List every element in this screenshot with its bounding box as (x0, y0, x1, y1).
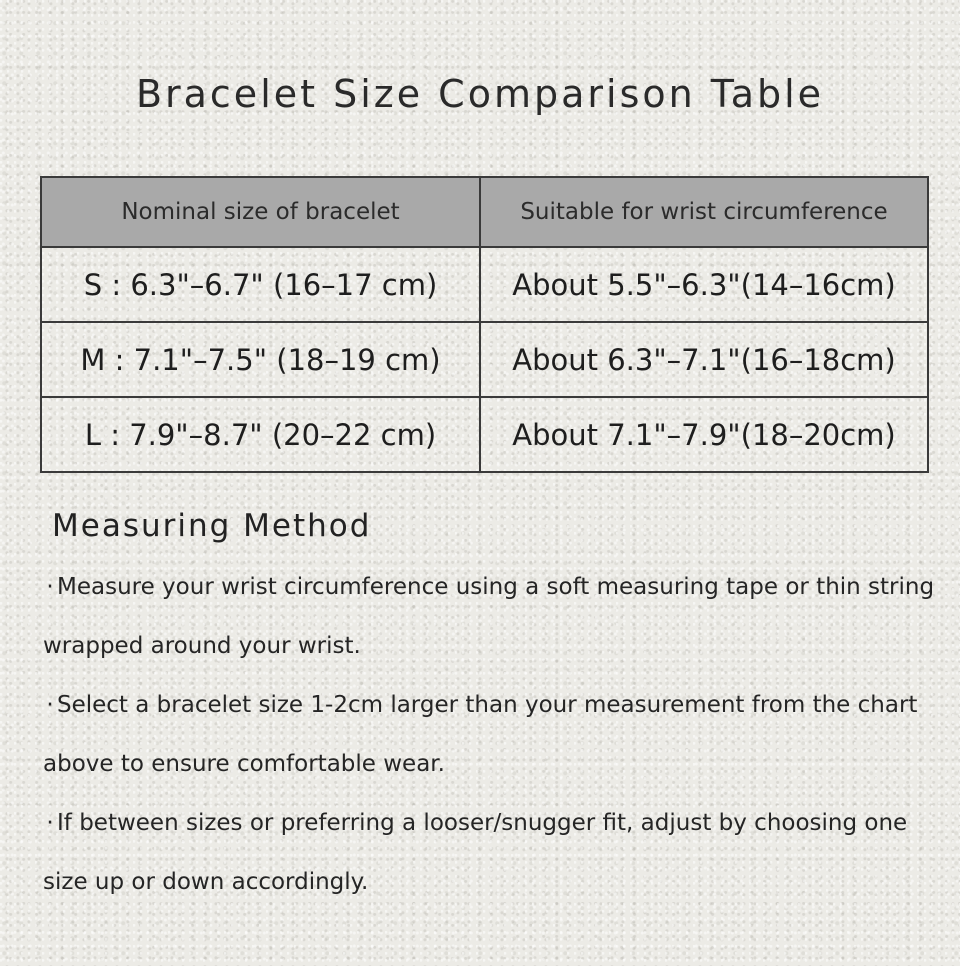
method-item-text: If between sizes or preferring a looser/snugger fit, adjust by choosing one size up or down accordingly. (43, 810, 908, 895)
header-wrist-circumference: Suitable for wrist circumference (480, 177, 928, 247)
wrist-cell-s: About 5.5"–6.3"(14–16cm) (480, 247, 928, 322)
bullet-dot: · (46, 692, 54, 718)
method-item-text: Select a bracelet size 1-2cm larger than your measurement from the chart above to ensure comfortable wear. (43, 692, 918, 777)
page-title: Bracelet Size Comparison Table (135, 72, 825, 116)
wrist-cell-l: About 7.1"–7.9"(18–20cm) (480, 397, 928, 472)
table-header-row (41, 177, 928, 247)
method-item (43, 558, 943, 676)
table-row (41, 247, 928, 322)
size-cell-s: S : 6.3"–6.7" (16–17 cm) (41, 247, 480, 322)
size-cell-m: M : 7.1"–7.5" (18–19 cm) (41, 322, 480, 397)
bullet-dot: · (46, 574, 54, 600)
method-item-text: Measure your wrist circumference using a soft measuring tape or thin string wrapped around your wrist. (43, 574, 935, 659)
measuring-method-list (43, 558, 943, 912)
size-cell-l: L : 7.9"–8.7" (20–22 cm) (41, 397, 480, 472)
method-item (43, 794, 943, 912)
header-nominal-size: Nominal size of bracelet (41, 177, 480, 247)
method-item (43, 676, 943, 794)
table-row (41, 397, 928, 472)
measuring-method-title: Measuring Method (52, 508, 372, 544)
wrist-cell-m: About 6.3"–7.1"(16–18cm) (480, 322, 928, 397)
size-comparison-table (40, 176, 929, 473)
bullet-dot: · (46, 810, 54, 836)
table-row (41, 322, 928, 397)
